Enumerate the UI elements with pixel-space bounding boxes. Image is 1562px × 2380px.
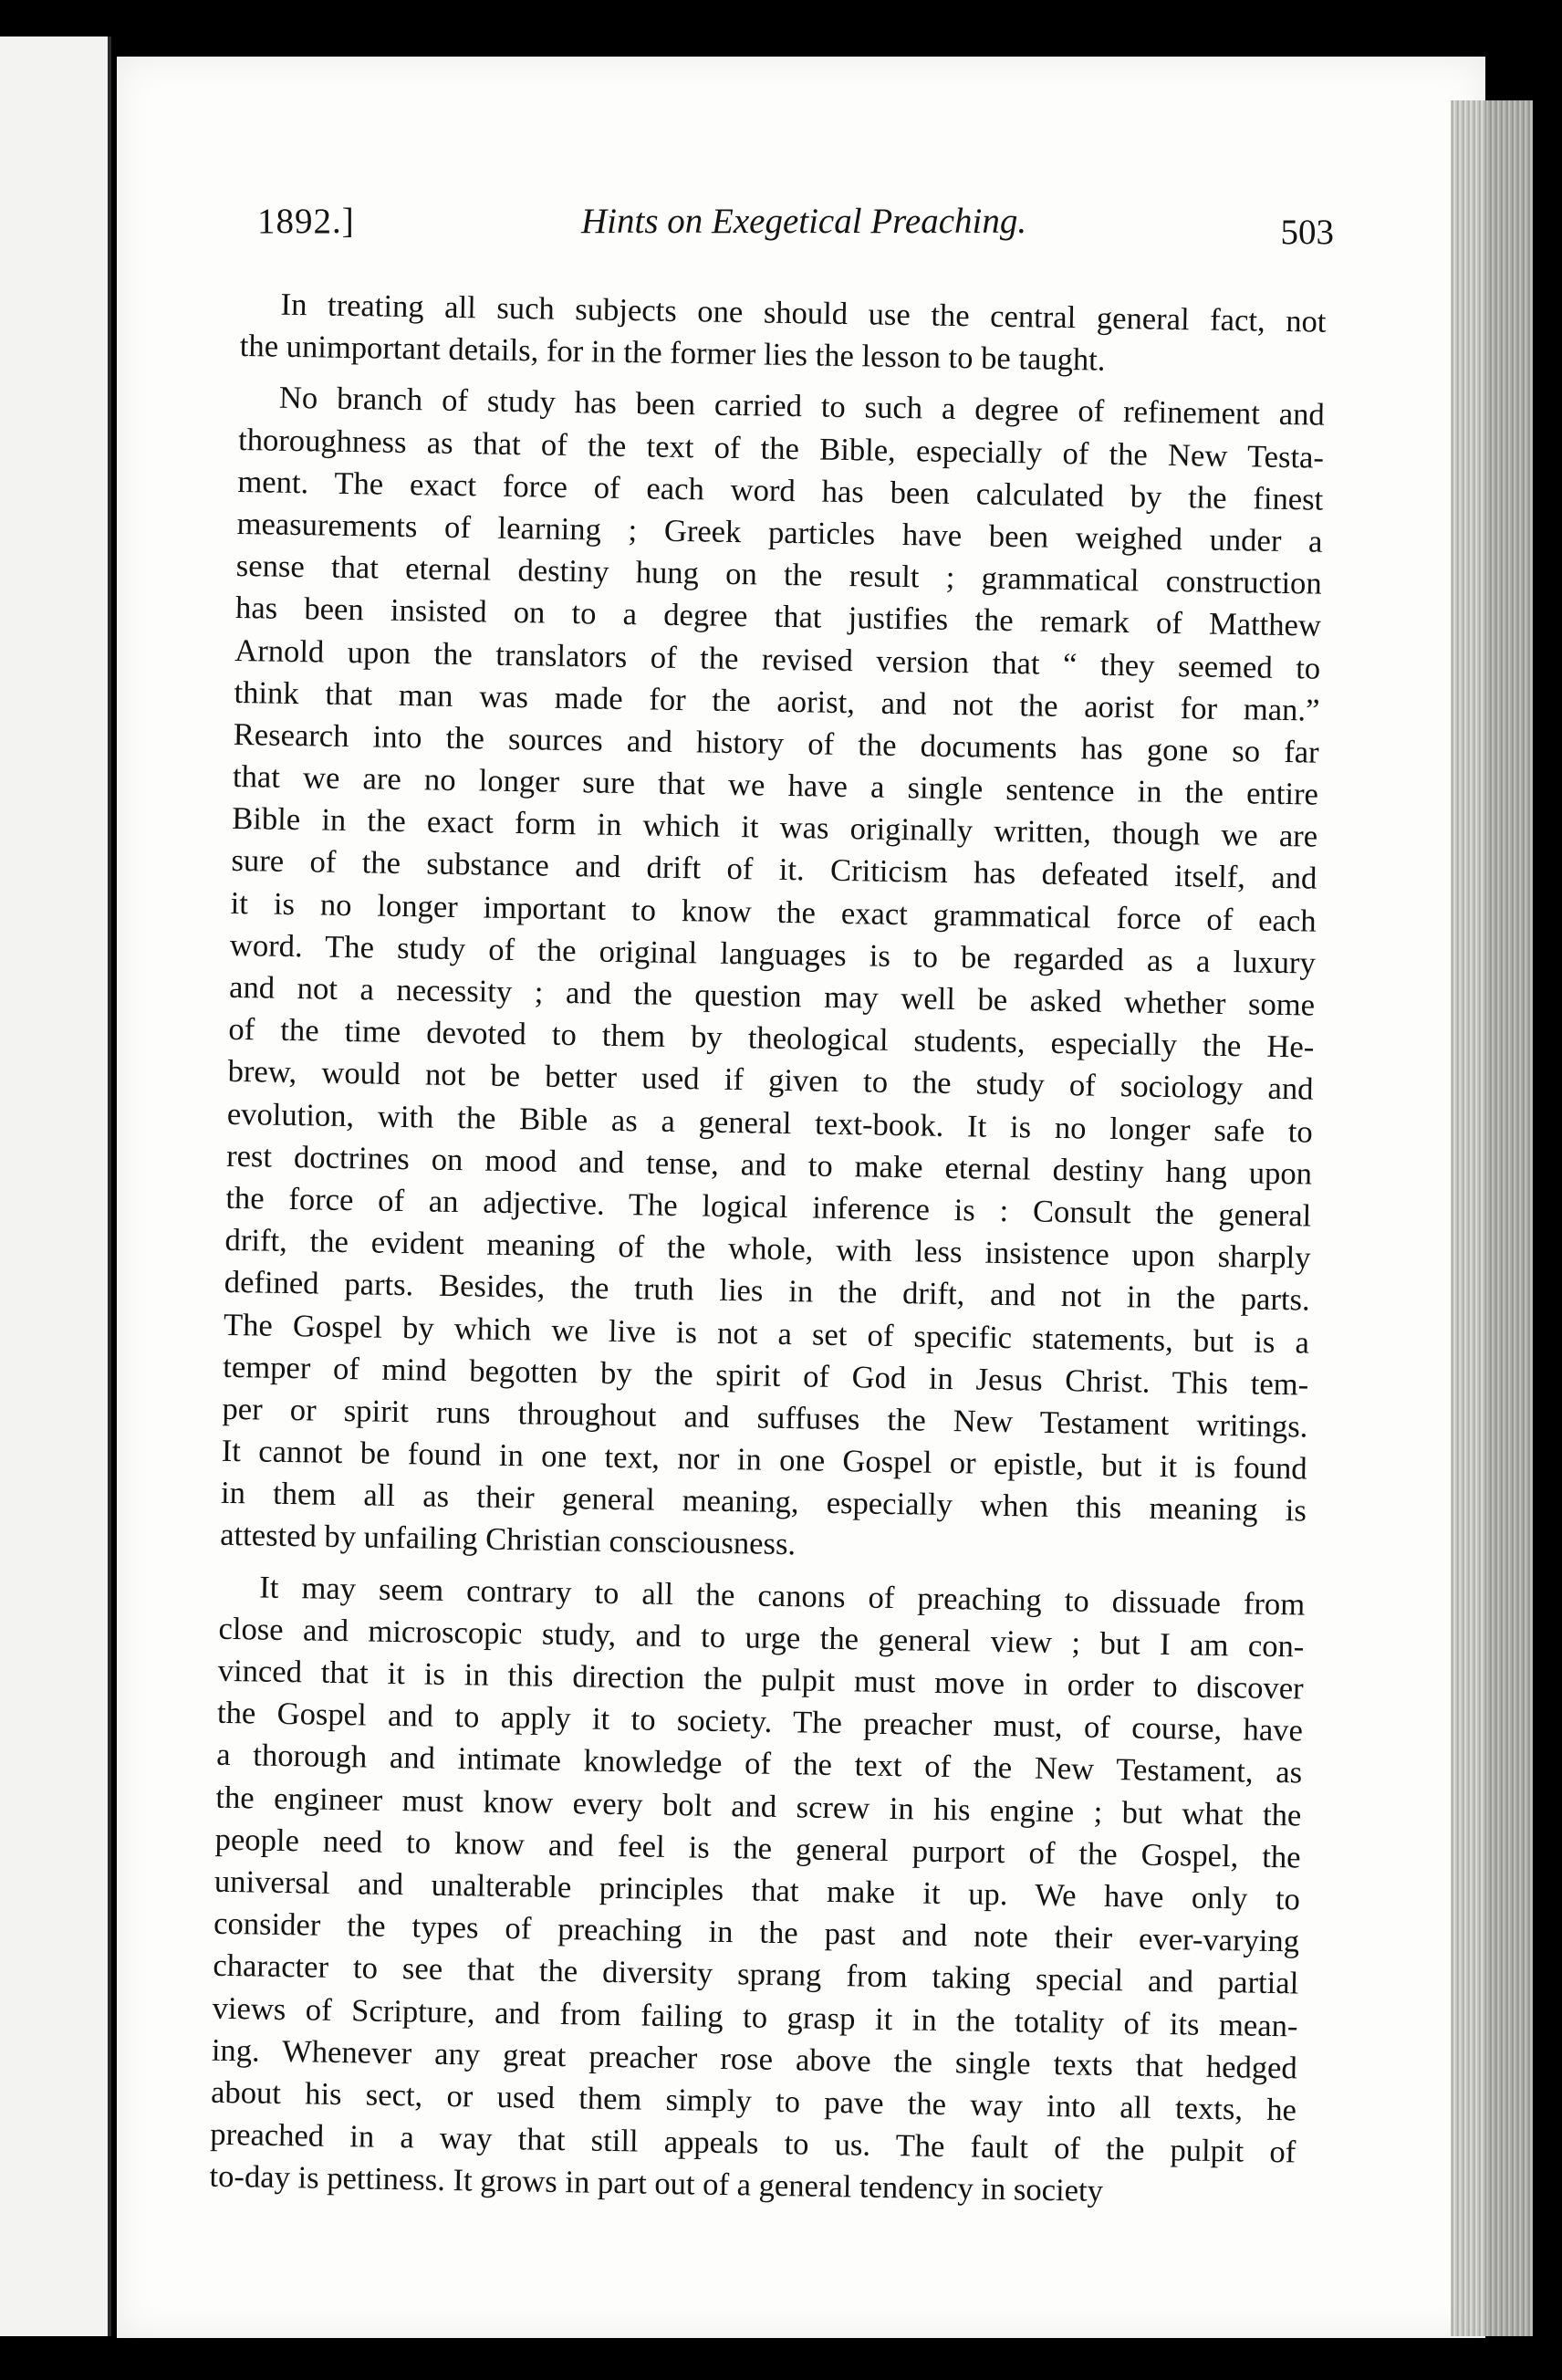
text-line: views of Scripture, and from failing to grasp it in the totality of its mean- (212, 1990, 1298, 2043)
text-line: in them all as their general meaning, especially when this meaning is (220, 1476, 1307, 1529)
text-line: In treating all such subjects one should use the central general fact, not (280, 287, 1327, 339)
text-line: measurements of learning ; Greek particles have been weighed under a (236, 506, 1323, 559)
text-line: word. The study of the original languages is to be regarded as a luxury (229, 927, 1317, 981)
text-line: No branch of study has been carried to such a degree of refinement and (278, 381, 1326, 433)
page-stack-edge (1451, 100, 1533, 2336)
text-line: it is no longer important to know the exact grammatical force of each (230, 885, 1317, 939)
text-line: brew, would not be better used if given to the study of sociology and (227, 1054, 1314, 1107)
text-line: Bible in the exact form in which it was originally written, though we are (231, 801, 1318, 854)
text-line: preached in a way that still appeals to us. The fault of the pulpit of (210, 2116, 1296, 2170)
text-line: sure of the substance and drift of it. Criticism has defeated itself, and (231, 843, 1317, 897)
text-line: It may seem contrary to all the canons of preaching to dissuade from (258, 1570, 1306, 1623)
text-line: per or spirit runs throughout and suffuses the New Testament writings. (222, 1391, 1308, 1445)
text-line: thoroughness as that of the text of the Bible, especially of the New Testa- (237, 422, 1325, 475)
text-line: the engineer must know every bolt and screw in his engine ; but what the (215, 1780, 1302, 1833)
text-line: and not a necessity ; and the question may well be asked whether some (228, 969, 1316, 1023)
header-year: 1892.] (257, 202, 355, 241)
text-line: think that man was made for the aorist, and not the aorist for man.” (234, 674, 1320, 728)
text-line: attested by unfailing Christian consciousness. (219, 1518, 797, 1562)
text-line: It cannot be found in one text, nor in one Gospel or epistle, but it is found (221, 1433, 1307, 1487)
text-line: Arnold upon the translators of the revised version that “ they seemed to (234, 632, 1321, 686)
text-line: Research into the sources and history of the documents has gone so far (233, 716, 1319, 770)
text-line: vinced that it is in this direction the pulpit must move in order to discover (217, 1653, 1304, 1707)
text-line: to-day is pettiness. It grows in part out of a general tendency in society (209, 2158, 1104, 2209)
text-line: that we are no longer sure that we have a single sentence in the entire (232, 758, 1319, 812)
text-line: of the time devoted to them by theological students, especially the He- (228, 1012, 1315, 1065)
running-header (257, 201, 1334, 265)
header-title: Hints on Exegetical Preaching. (581, 202, 1027, 241)
body-text (209, 283, 1327, 2216)
text-line: consider the types of preaching in the past and note their ever-varying (213, 1905, 1300, 1959)
paragraph (209, 1565, 1305, 2215)
paragraph (220, 376, 1325, 1574)
facing-page-edge (0, 37, 111, 2336)
text-line: temper of mind begotten by the spirit of God in Jesus Christ. This tem- (222, 1349, 1309, 1403)
text-line: ing. Whenever any great preacher rose above the single texts that hedged (211, 2032, 1298, 2086)
text-line: sense that eternal destiny hung on the result ; grammatical construction (235, 548, 1323, 601)
text-line: universal and unalterable principles that make it up. We have only to (213, 1863, 1301, 1917)
page-number: 503 (1280, 213, 1334, 252)
text-line: drift, the evident meaning of the whole, with less insistence upon sharply (224, 1222, 1311, 1276)
text-line: ment. The exact force of each word has been calculated by the finest (237, 464, 1324, 517)
text-line: The Gospel by which we live is not a set of specific statements, but is a (223, 1307, 1310, 1361)
text-line: defined parts. Besides, the truth lies in the drift, and not in the parts. (224, 1265, 1310, 1318)
text-line: has been insisted on to a degree that justifies the remark of Matthew (234, 590, 1322, 643)
text-line: the force of an adjective. The logical inference is : Consult the general (225, 1180, 1312, 1234)
text-line: rest doctrines on mood and tense, and to make eternal destiny hang upon (225, 1138, 1313, 1192)
text-line: about his sect, or used them simply to pave the way into all texts, he (210, 2074, 1297, 2128)
text-line: character to see that the diversity sprang from taking special and partial (213, 1948, 1299, 2001)
text-line: a thorough and intimate knowledge of the text of the New Testament, as (215, 1738, 1303, 1790)
text-line: close and microscopic study, and to urge the general view ; but I am con- (218, 1611, 1305, 1665)
text-line: evolution, with the Bible as a general text-book. It is no longer safe to (226, 1096, 1314, 1150)
text-line: the Gospel and to apply it to society. The preacher must, of course, have (216, 1695, 1304, 1748)
text-line: people need to know and feel is the general purport of the Gospel, the (214, 1822, 1301, 1875)
text-line: the unimportant details, for in the former lies the lesson to be taught. (239, 329, 1106, 378)
